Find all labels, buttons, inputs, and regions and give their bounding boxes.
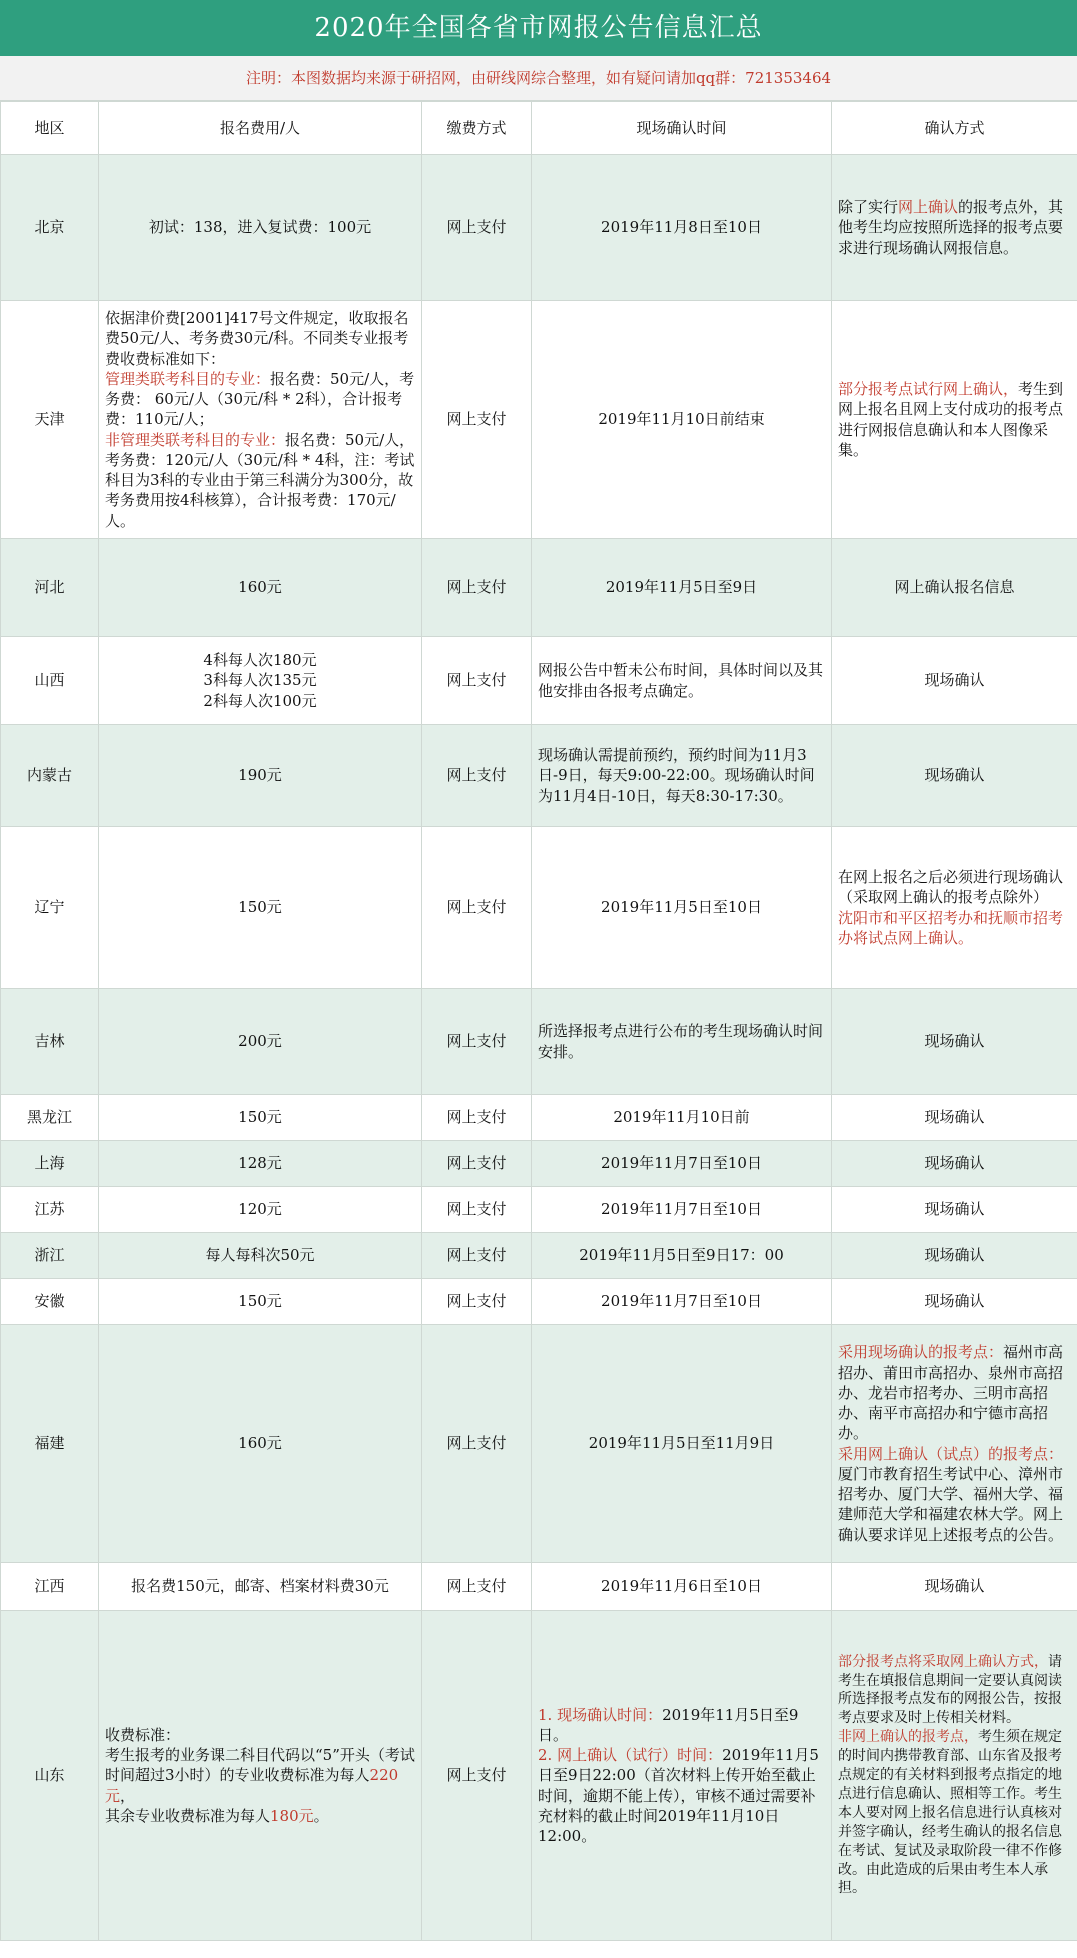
- region-cell: 内蒙古: [1, 725, 99, 827]
- table-row: [1, 539, 1077, 637]
- table-row: [1, 1187, 1077, 1233]
- source-note: 注明：本图数据均来源于研招网，由研线网综合整理，如有疑问请加qq群：721353464: [0, 56, 1077, 101]
- pay-cell: 网上支付: [422, 155, 532, 301]
- time-cell: 2019年11月8日至10日: [532, 155, 832, 301]
- pay-cell: 网上支付: [422, 1611, 532, 1941]
- pay-cell: 网上支付: [422, 1233, 532, 1279]
- region-cell: 天津: [1, 301, 99, 539]
- fee-cell: 4科每人次180元 3科每人次135元 2科每人次100元: [99, 637, 422, 725]
- fee-cell: 150元: [99, 1095, 422, 1141]
- table-row: [1, 1279, 1077, 1325]
- table-row: [1, 1233, 1077, 1279]
- pay-cell: 网上支付: [422, 539, 532, 637]
- pay-cell: 网上支付: [422, 301, 532, 539]
- pay-cell: 网上支付: [422, 827, 532, 989]
- table-row: [1, 989, 1077, 1095]
- confirm-cell: 现场确认: [832, 1095, 1077, 1141]
- time-cell: 所选择报考点进行公布的考生现场确认时间安排。: [532, 989, 832, 1095]
- table-row: [1, 1095, 1077, 1141]
- pay-cell: 网上支付: [422, 725, 532, 827]
- table-row: [1, 1611, 1077, 1941]
- confirm-cell: 网上确认报名信息: [832, 539, 1077, 637]
- region-cell: 黑龙江: [1, 1095, 99, 1141]
- confirm-cell: 采用现场确认的报考点：福州市高招办、莆田市高招办、泉州市高招办、龙岩市招考办、三明市高招办、南平市高招办和宁德市高招办。 采用网上确认（试点）的报考点：厦门市教育招生考试中心、漳州市招考办、厦门大学、福州大学、福建师范大学和福建农林大学。网上确认要求详见上述报考点的公告。: [832, 1325, 1077, 1563]
- confirm-cell: 现场确认: [832, 1187, 1077, 1233]
- time-cell: 2019年11月6日至10日: [532, 1563, 832, 1611]
- time-cell: 2019年11月5日至11月9日: [532, 1325, 832, 1563]
- header-region: 地区: [1, 102, 99, 155]
- confirm-cell: 部分报考点将采取网上确认方式，请考生在填报信息期间一定要认真阅读所选择报考点发布的网报公告，按报考点要求及时上传相关材料。 非网上确认的报考点，考生须在规定的时间内携带教育部、山东省及报考点规定的有关材料到报考点指定的地点进行信息确认、照相等工作。考生本人要对网上报名信息进行认真核对并签字确认，经考生确认的报名信息在考试、复试及录取阶段一律不作修改。由此造成的后果由考生本人承担。: [832, 1611, 1077, 1941]
- fee-cell: 160元: [99, 1325, 422, 1563]
- fee-cell: 150元: [99, 1279, 422, 1325]
- table-row: [1, 155, 1077, 301]
- confirm-cell: 在网上报名之后必须进行现场确认（采取网上确认的报考点除外） 沈阳市和平区招考办和抚顺市招考办将试点网上确认。: [832, 827, 1077, 989]
- time-cell: 2019年11月5日至9日17：00: [532, 1233, 832, 1279]
- region-cell: 山东: [1, 1611, 99, 1941]
- confirm-cell: 现场确认: [832, 1279, 1077, 1325]
- confirm-cell: 部分报考点试行网上确认，考生到网上报名且网上支付成功的报考点进行网报信息确认和本人图像采集。: [832, 301, 1077, 539]
- region-cell: 辽宁: [1, 827, 99, 989]
- confirm-cell: 现场确认: [832, 1233, 1077, 1279]
- fee-cell: 初试：138，进入复试费：100元: [99, 155, 422, 301]
- pay-cell: 网上支付: [422, 1187, 532, 1233]
- region-cell: 上海: [1, 1141, 99, 1187]
- confirm-cell: 除了实行网上确认的报考点外，其他考生均应按照所选择的报考点要求进行现场确认网报信息。: [832, 155, 1077, 301]
- fee-cell: 收费标准： 考生报考的业务课二科目代码以“5”开头（考试时间超过3小时）的专业收费标准为每人220元， 其余专业收费标准为每人180元。: [99, 1611, 422, 1941]
- fee-cell: 200元: [99, 989, 422, 1095]
- region-cell: 山西: [1, 637, 99, 725]
- fee-cell: 160元: [99, 539, 422, 637]
- region-cell: 江西: [1, 1563, 99, 1611]
- confirm-cell: 现场确认: [832, 1141, 1077, 1187]
- fee-cell: 128元: [99, 1141, 422, 1187]
- confirm-cell: 现场确认: [832, 725, 1077, 827]
- table-row: [1, 1325, 1077, 1563]
- pay-cell: 网上支付: [422, 637, 532, 725]
- region-cell: 河北: [1, 539, 99, 637]
- time-cell: 2019年11月7日至10日: [532, 1187, 832, 1233]
- region-cell: 安徽: [1, 1279, 99, 1325]
- pay-cell: 网上支付: [422, 1325, 532, 1563]
- fee-cell: 每人每科次50元: [99, 1233, 422, 1279]
- pay-cell: 网上支付: [422, 1279, 532, 1325]
- time-cell: 1. 现场确认时间：2019年11月5日至9日。 2. 网上确认（试行）时间：2019年11月5日至9日22:00（首次材料上传开始至截止时间，逾期不能上传），审核不通过需要补充材料的截止时间2019年11月10日12:00。: [532, 1611, 832, 1941]
- table-row: [1, 725, 1077, 827]
- region-cell: 北京: [1, 155, 99, 301]
- time-cell: 2019年11月5日至9日: [532, 539, 832, 637]
- region-cell: 浙江: [1, 1233, 99, 1279]
- pay-cell: 网上支付: [422, 1563, 532, 1611]
- header-pay: 缴费方式: [422, 102, 532, 155]
- fee-cell: 依据津价费[2001]417号文件规定，收取报名费50元/人、考务费30元/科。不同类专业报考费收费标准如下： 管理类联考科目的专业：报名费：50元/人，考务费： 60元/人（30元/科 * 2科），合计报考费：110元/人； 非管理类联考科目的专业：报名费：50元/人，考务费：120元/人（30元/科 * 4科，注：考试科目为3科的专业由于第三科满分为300分，故考务费用按4科核算），合计报考费：170元/人。: [99, 301, 422, 539]
- header-time: 现场确认时间: [532, 102, 832, 155]
- confirm-cell: 现场确认: [832, 637, 1077, 725]
- table-row: [1, 301, 1077, 539]
- region-cell: 福建: [1, 1325, 99, 1563]
- table-row: [1, 637, 1077, 725]
- confirm-cell: 现场确认: [832, 1563, 1077, 1611]
- region-cell: 江苏: [1, 1187, 99, 1233]
- fee-cell: 120元: [99, 1187, 422, 1233]
- table-row: [1, 1563, 1077, 1611]
- time-cell: 2019年11月7日至10日: [532, 1279, 832, 1325]
- fee-cell: 报名费150元，邮寄、档案材料费30元: [99, 1563, 422, 1611]
- page-title: 2020年全国各省市网报公告信息汇总: [0, 0, 1077, 56]
- pay-cell: 网上支付: [422, 1095, 532, 1141]
- header-confirm: 确认方式: [832, 102, 1077, 155]
- time-cell: 现场确认需提前预约，预约时间为11月3日-9日，每天9:00-22:00。现场确认时间为11月4日-10日，每天8:30-17:30。: [532, 725, 832, 827]
- fee-cell: 150元: [99, 827, 422, 989]
- pay-cell: 网上支付: [422, 1141, 532, 1187]
- pay-cell: 网上支付: [422, 989, 532, 1095]
- header-fee: 报名费用/人: [99, 102, 422, 155]
- fee-cell: 190元: [99, 725, 422, 827]
- time-cell: 网报公告中暂未公布时间，具体时间以及其他安排由各报考点确定。: [532, 637, 832, 725]
- table-row: [1, 827, 1077, 989]
- info-table: [0, 101, 1077, 1941]
- time-cell: 2019年11月10日前结束: [532, 301, 832, 539]
- region-cell: 吉林: [1, 989, 99, 1095]
- time-cell: 2019年11月5日至10日: [532, 827, 832, 989]
- time-cell: 2019年11月7日至10日: [532, 1141, 832, 1187]
- confirm-cell: 现场确认: [832, 989, 1077, 1095]
- table-row: [1, 1141, 1077, 1187]
- time-cell: 2019年11月10日前: [532, 1095, 832, 1141]
